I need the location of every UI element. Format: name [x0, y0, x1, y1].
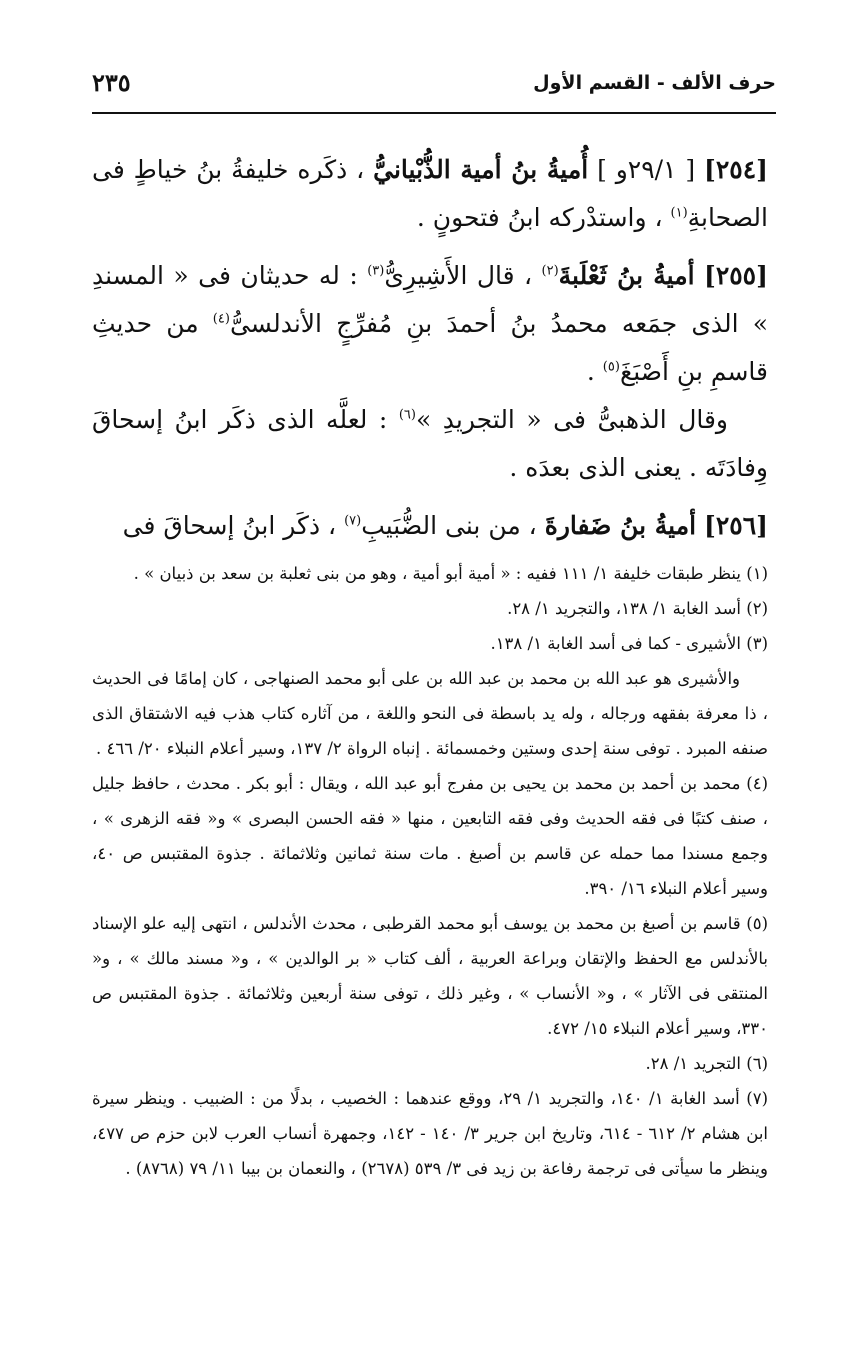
- footnote-ref[interactable]: (١): [670, 205, 688, 221]
- entry-text: ، من بنى الضُّبَيبِ: [361, 511, 537, 540]
- footnote-ref[interactable]: (٧): [344, 513, 362, 529]
- entry-name: أميةُ بنُ ضَفارةَ: [544, 511, 697, 540]
- footnote-ref[interactable]: (٣): [367, 263, 385, 279]
- entry-text: ، قال الأَشِيرِىُّ: [384, 261, 533, 290]
- entry-256: [92, 502, 768, 550]
- main-text: [92, 146, 768, 560]
- page-header: [92, 68, 776, 104]
- entry-text: ، واستدْركه ابنُ فتحونٍ .: [416, 203, 663, 232]
- footnote-3-continued: والأشيرى هو عبد الله بن محمد بن عبد الله بن على أبو محمد الصنهاجى ، كان إمامًا فى الحديث ، ذا معرفة بفقهه ورجاله ، وله يد باسطة فى النحو واللغة ، من آثاره كتاب هذب فيه الاشتقاق الذى صنفه المبرد . توفى سنة إحدى وستين وخمسمائة . إنباه الرواة ٢/ ١٣٧، وسير أعلام النبلاء ٢٠/ ٤٦٦ .: [92, 669, 768, 758]
- entry-254: [92, 146, 768, 242]
- entry-name: أميةُ بنُ ثَعْلَبةَ: [558, 261, 695, 290]
- entry-name: أُميةُ بنُ أمية الذُّبْيانيُّ: [373, 155, 589, 184]
- footnote-6: (٦) التجريد ١/ ٢٨.: [645, 1054, 768, 1073]
- footnotes: [92, 556, 768, 1186]
- footnote-ref[interactable]: (٥): [602, 359, 620, 375]
- footnote-ref[interactable]: (٤): [212, 311, 230, 327]
- footnote-1: (١) ينظر طبقات خليفة ١/ ١١١ ففيه : « أمية أبو أمية ، وهو من بنى ثعلبة بن سعد بن ذبيان » .: [133, 564, 768, 583]
- entry-256-paragraph: [92, 502, 768, 550]
- manuscript-ref: [ ٢٩/١و ]: [597, 155, 696, 184]
- footnote-5: (٥) قاسم بن أصبغ بن محمد بن يوسف أبو محمد القرطبى ، محدث الأندلس ، انتهى إليه علو الإسناد بالأندلس مع الحفظ والإتقان وبراعة العربية ، ألف كتاب « بر الوالدين » ، و« مسند مالك » ، و« المنتقى فى الآثار » ، و« الأنساب » ، وغير ذلك ، توفى سنة أربعين وثلاثمائة . جذوة المقتبس ص ٣٣٠، وسير أعلام النبلاء ١٥/ ٤٧٢.: [92, 914, 768, 1038]
- footnote-3: (٣) الأشيرى - كما فى أسد الغابة ١/ ١٣٨.: [490, 634, 768, 653]
- entry-text: من حديثِ قاسمِ بنِ أَصْبَغَ: [92, 309, 768, 386]
- entry-number: [٢٥٥]: [703, 261, 768, 290]
- entry-text: : لعلَّه الذى ذكَر ابنُ إسحاقَ وِفادَتَه . يعنى الذى بعدَه .: [92, 405, 768, 482]
- footnote-ref[interactable]: (٦): [398, 407, 416, 423]
- footnote-4: (٤) محمد بن أحمد بن محمد بن يحيى بن مفرج أبو عبد الله ، ويقال : أبو بكر . محدث ، حافظ جليل ، صنف كتبًا فى فقه الحديث وفى فقه التابعين ، منها « فقه الحسن البصرى » و« فقه الزهرى » ، وجمع مسندا مما حمله عن قاسم بن أصبغ . مات سنة ثمانين وثلاثمائة . جذوة المقتبس ص ٤٠، وسير أعلام النبلاء ١٦/ ٣٩٠.: [92, 774, 768, 898]
- entry-255-paragraph-2: [92, 396, 768, 492]
- header-rule: [92, 112, 776, 114]
- entry-number: [٢٥٦]: [704, 511, 768, 540]
- footnote-2: (٢) أسد الغابة ١/ ١٣٨، والتجريد ١/ ٢٨.: [507, 599, 768, 618]
- footnote-7: (٧) أسد الغابة ١/ ١٤٠، والتجريد ١/ ٢٩، ووقع عندهما : الخصيب ، بدلًا من : الضبيب . وينظر سيرة ابن هشام ٢/ ٦١٢ - ٦١٤، وتاريخ ابن جرير ٣/ ١٤٠ - ١٤٢، وجمهرة أنساب العرب لابن حزم ص ٤٧٧، وينظر ما سيأتى فى ترجمة رفاعة بن زيد فى ٣/ ٥٣٩ (٢٦٧٨) ، والنعمان بن بيبا ١١/ ٧٩ (٨٧٦٨) .: [92, 1089, 769, 1178]
- entry-text: : له حديثان فى « المسندِ » الذى جمَعه محمدُ بنُ أحمدَ بنِ مُفرِّجٍ الأندلسىُّ: [92, 261, 769, 338]
- entry-number: [٢٥٤]: [704, 155, 769, 184]
- entry-text: .: [586, 357, 595, 386]
- entry-255-paragraph: [92, 252, 768, 396]
- running-title: حرف الألف - القسم الأول: [533, 72, 776, 94]
- entry-text: ، ذكَره خليفةُ بنُ خياطٍ فى الصحابةِ: [92, 155, 768, 232]
- entry-255: [92, 252, 768, 492]
- entry-254-paragraph: [92, 146, 768, 242]
- entry-text: وقال الذهبىُّ فى « التجريدِ »: [415, 405, 728, 434]
- page-number: ٢٣٥: [92, 68, 131, 97]
- entry-text: ، ذكَر ابنُ إسحاقَ فى: [122, 511, 337, 540]
- footnote-ref[interactable]: (٢): [541, 263, 559, 279]
